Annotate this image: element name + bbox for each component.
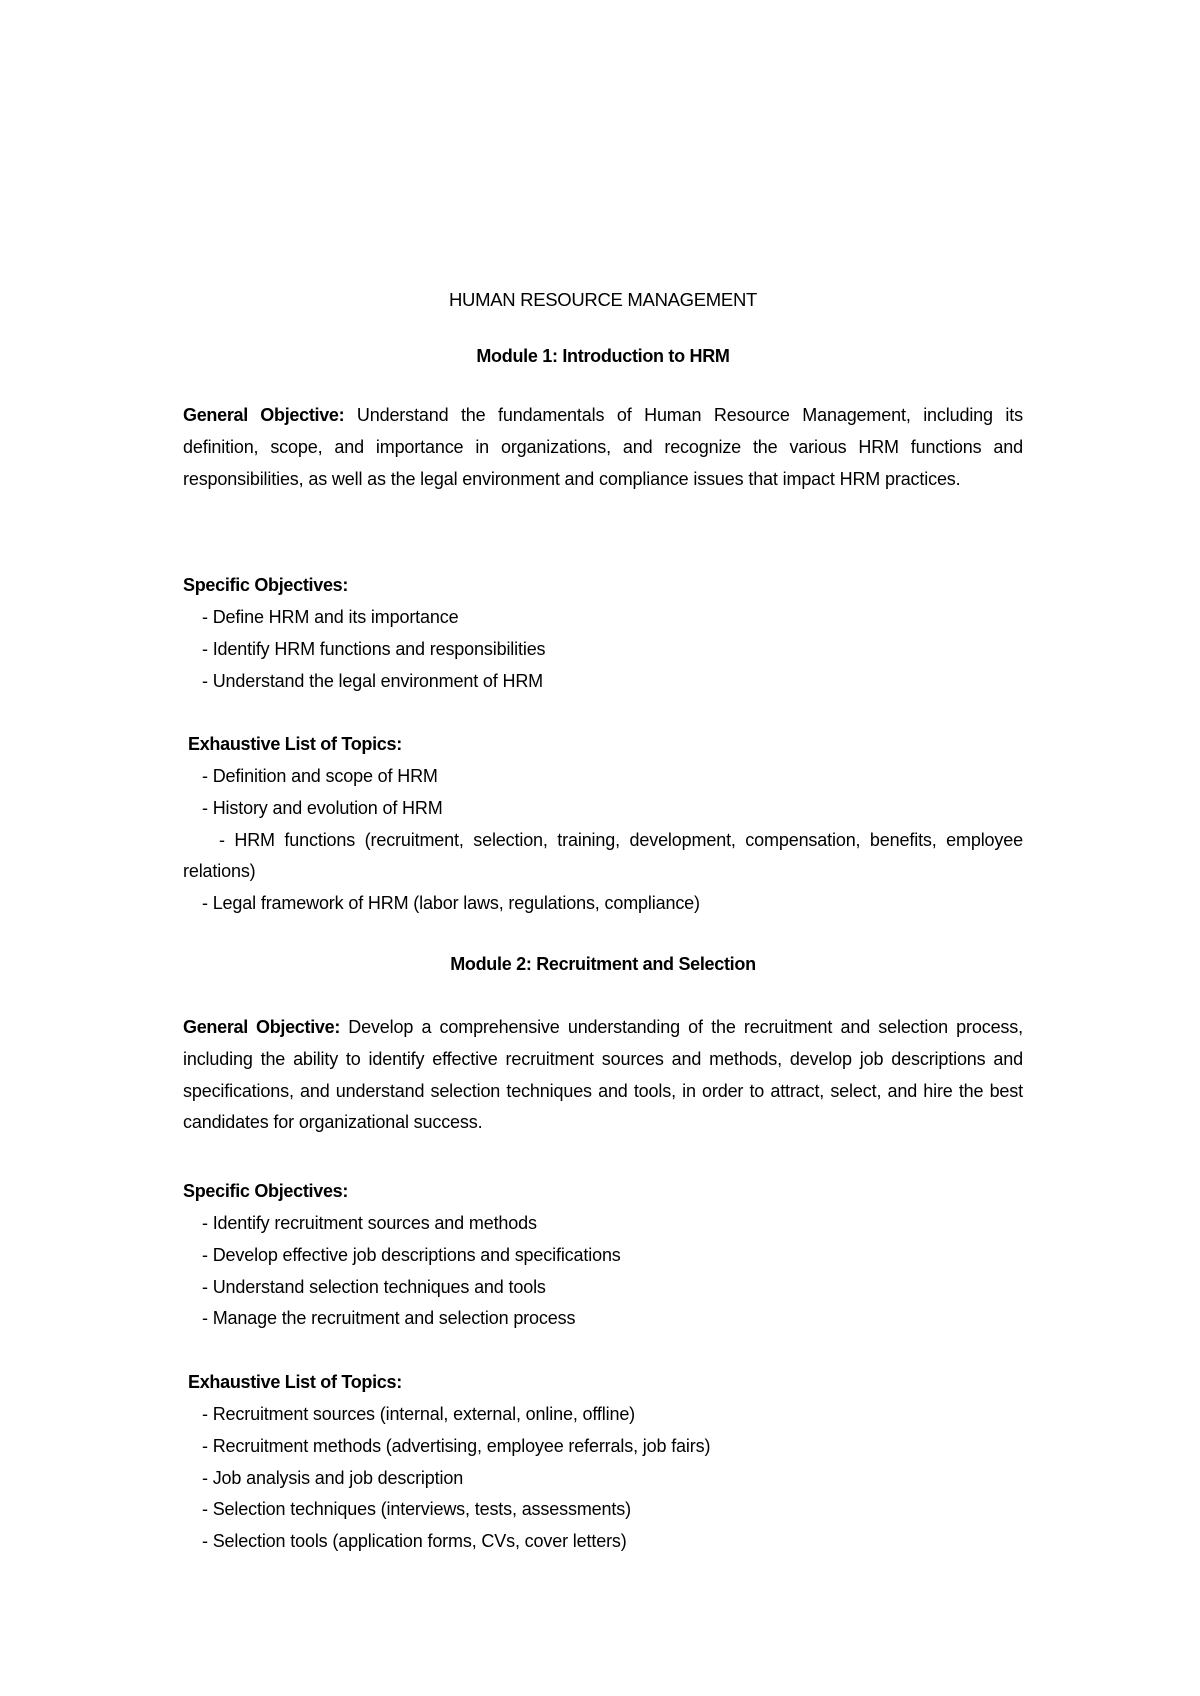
list-item: - Understand the legal environment of HRM <box>202 670 544 691</box>
module-1-general-objective <box>183 400 1023 495</box>
list-item: - Manage the recruitment and selection process <box>202 1308 576 1329</box>
module-2-specific-objectives-label: Specific Objectives: <box>183 1181 349 1201</box>
list-item: - Selection tools (application forms, CVs, cover letters) <box>202 1531 627 1552</box>
list-item: - HRM functions (recruitment, selection, training, development, compensation, benefits, employee relations) <box>183 829 1023 882</box>
list-item: - Recruitment methods (advertising, employee referrals, job fairs) <box>202 1435 711 1456</box>
general-objective-text: Understand the fundamentals of Human Resource Management, including its definition, scope, and importance in organizations, and recognize the various HRM functions and responsibilities, as well as the legal environment and compliance issues that impact HRM practices. <box>183 405 1023 489</box>
document-title: HUMAN RESOURCE MANAGEMENT <box>448 289 758 310</box>
list-item: - Develop effective job descriptions and specifications <box>202 1244 621 1265</box>
list-item: - Legal framework of HRM (labor laws, regulations, compliance) <box>202 893 700 914</box>
list-item: - Identify recruitment sources and methods <box>202 1213 537 1233</box>
general-objective-label: General Objective: <box>183 405 345 425</box>
module-2-specific-objectives-list <box>183 1208 1023 1335</box>
module-1-topics-list <box>183 761 1023 920</box>
module-2-topics-list <box>183 1399 1023 1558</box>
list-item: - Identify HRM functions and responsibilities <box>202 638 546 659</box>
module-2-general-objective <box>183 1012 1023 1139</box>
module-1-topics-label: Exhaustive List of Topics: <box>188 734 402 754</box>
module-2-topics-label: Exhaustive List of Topics: <box>188 1372 402 1392</box>
list-item: - Define HRM and its importance <box>202 607 459 627</box>
general-objective-label: General Objective: <box>183 1017 341 1037</box>
module-1-specific-objectives-list <box>183 602 1023 697</box>
module-2-heading: Module 2: Recruitment and Selection <box>450 954 756 974</box>
module-1-specific-objectives-label: Specific Objectives: <box>183 575 349 595</box>
list-item: - Understand selection techniques and tools <box>202 1276 546 1297</box>
module-1-heading: Module 1: Introduction to HRM <box>476 346 730 366</box>
list-item: - Recruitment sources (internal, external, online, offline) <box>202 1404 636 1424</box>
list-item: - History and evolution of HRM <box>202 797 443 818</box>
list-item: - Job analysis and job description <box>202 1467 464 1488</box>
list-item: - Selection techniques (interviews, tests, assessments) <box>202 1499 631 1520</box>
general-objective-text: Develop a comprehensive understanding of the recruitment and selection process, including the ability to identify effective recruitment sources and methods, develop job descriptions and specifications, and understand selection techniques and tools, in order to attract, select, and hire the best candidates for organizational success. <box>183 1017 1023 1133</box>
list-item: - Definition and scope of HRM <box>202 766 438 786</box>
document-page <box>183 0 1023 1696</box>
